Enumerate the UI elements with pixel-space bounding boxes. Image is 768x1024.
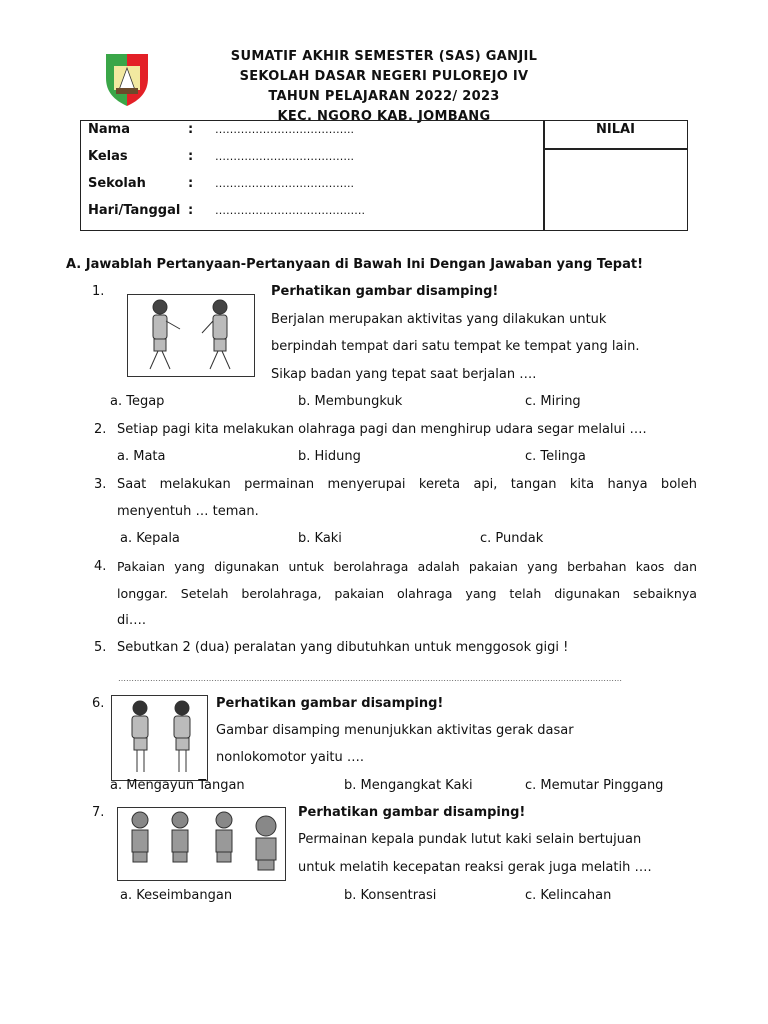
- q4-number: 4.: [94, 559, 107, 574]
- walking-children-image: [127, 294, 255, 377]
- waist-rotation-image: [111, 695, 208, 781]
- date-field[interactable]: ……………………………….….: [215, 204, 365, 217]
- q3-number: 3.: [94, 477, 107, 492]
- class-colon: :: [188, 149, 194, 164]
- name-colon: :: [188, 122, 194, 137]
- date-colon: :: [188, 203, 194, 218]
- q2-option-c[interactable]: c. Telinga: [525, 449, 586, 464]
- q7-option-b[interactable]: b. Konsentrasi: [344, 888, 437, 903]
- q5-text: Sebutkan 2 (dua) peralatan yang dibutuhkan untuk menggosok gigi !: [117, 640, 569, 655]
- class-field[interactable]: ………………………………..: [215, 150, 354, 163]
- q1-text-3: Sikap badan yang tepat saat berjalan ….: [271, 367, 537, 382]
- q5-answer-line[interactable]: ………………………………………………………………………………………………………………………………………………………………………: [118, 674, 622, 683]
- q7-instruction: Perhatikan gambar disamping!: [298, 805, 526, 820]
- q2-number: 2.: [94, 422, 107, 437]
- q4-text-3: di….: [117, 613, 146, 628]
- q6-option-c[interactable]: c. Memutar Pinggang: [525, 778, 664, 793]
- q1-option-b[interactable]: b. Membungkuk: [298, 394, 403, 409]
- q6-option-a[interactable]: a. Mengayun Tangan: [110, 778, 245, 793]
- q6-number: 6.: [92, 696, 105, 711]
- header-line-4: KEC. NGORO KAB. JOMBANG: [277, 109, 491, 124]
- score-label: NILAI: [596, 122, 635, 137]
- school-colon: :: [188, 176, 194, 191]
- q3-text-1: Saat melakukan permainan menyerupai kereta api, tangan kita hanya boleh: [117, 477, 697, 492]
- q1-text-1: Berjalan merupakan aktivitas yang dilakukan untuk: [271, 312, 607, 327]
- q1-text-2: berpindah tempat dari satu tempat ke tempat yang lain.: [271, 339, 640, 354]
- school-label: Sekolah: [88, 176, 146, 191]
- date-label: Hari/Tanggal: [88, 203, 181, 218]
- q6-option-b[interactable]: b. Mengangkat Kaki: [344, 778, 473, 793]
- q7-option-c[interactable]: c. Kelincahan: [525, 888, 612, 903]
- head-shoulders-knees-image: [117, 807, 286, 881]
- q1-option-c[interactable]: c. Miring: [525, 394, 581, 409]
- q7-text-2: untuk melatih kecepatan reaksi gerak juga melatih ….: [298, 860, 652, 875]
- q6-text-1: Gambar disamping menunjukkan aktivitas gerak dasar: [216, 723, 574, 738]
- class-label: Kelas: [88, 149, 128, 164]
- name-field[interactable]: ………………………………..: [215, 123, 354, 136]
- name-label: Nama: [88, 122, 130, 137]
- q1-option-a[interactable]: a. Tegap: [110, 394, 165, 409]
- q2-text: Setiap pagi kita melakukan olahraga pagi dan menghirup udara segar melalui ….: [117, 422, 647, 437]
- school-field[interactable]: ………………………………..: [215, 177, 354, 190]
- q4-text-2: longgar. Setelah berolahraga, pakaian olahraga yang telah digunakan sebaiknya: [117, 586, 697, 601]
- score-field[interactable]: [545, 150, 686, 228]
- section-a-title: A. Jawablah Pertanyaan-Pertanyaan di Bawah Ini Dengan Jawaban yang Tepat!: [66, 257, 644, 272]
- q7-text-1: Permainan kepala pundak lutut kaki selain bertujuan: [298, 832, 642, 847]
- header-line-3: TAHUN PELAJARAN 2022/ 2023: [268, 89, 500, 104]
- q3-text-2: menyentuh … teman.: [117, 504, 259, 519]
- q6-instruction: Perhatikan gambar disamping!: [216, 696, 444, 711]
- q7-number: 7.: [92, 805, 105, 820]
- q6-text-2: nonlokomotor yaitu ….: [216, 750, 365, 765]
- q1-instruction: Perhatikan gambar disamping!: [271, 284, 499, 299]
- q2-option-a[interactable]: a. Mata: [117, 449, 166, 464]
- header-line-2: SEKOLAH DASAR NEGERI PULOREJO IV: [239, 69, 529, 84]
- q1-number: 1.: [92, 284, 105, 299]
- header-line-1: SUMATIF AKHIR SEMESTER (SAS) GANJIL: [230, 49, 538, 64]
- q7-option-a[interactable]: a. Keseimbangan: [120, 888, 233, 903]
- q4-text-1: Pakaian yang digunakan untuk berolahraga adalah pakaian yang berbahan kaos dan: [117, 559, 697, 574]
- q3-option-b[interactable]: b. Kaki: [298, 531, 342, 546]
- q2-option-b[interactable]: b. Hidung: [298, 449, 361, 464]
- q5-number: 5.: [94, 640, 107, 655]
- q3-option-a[interactable]: a. Kepala: [120, 531, 180, 546]
- q3-option-c[interactable]: c. Pundak: [480, 531, 544, 546]
